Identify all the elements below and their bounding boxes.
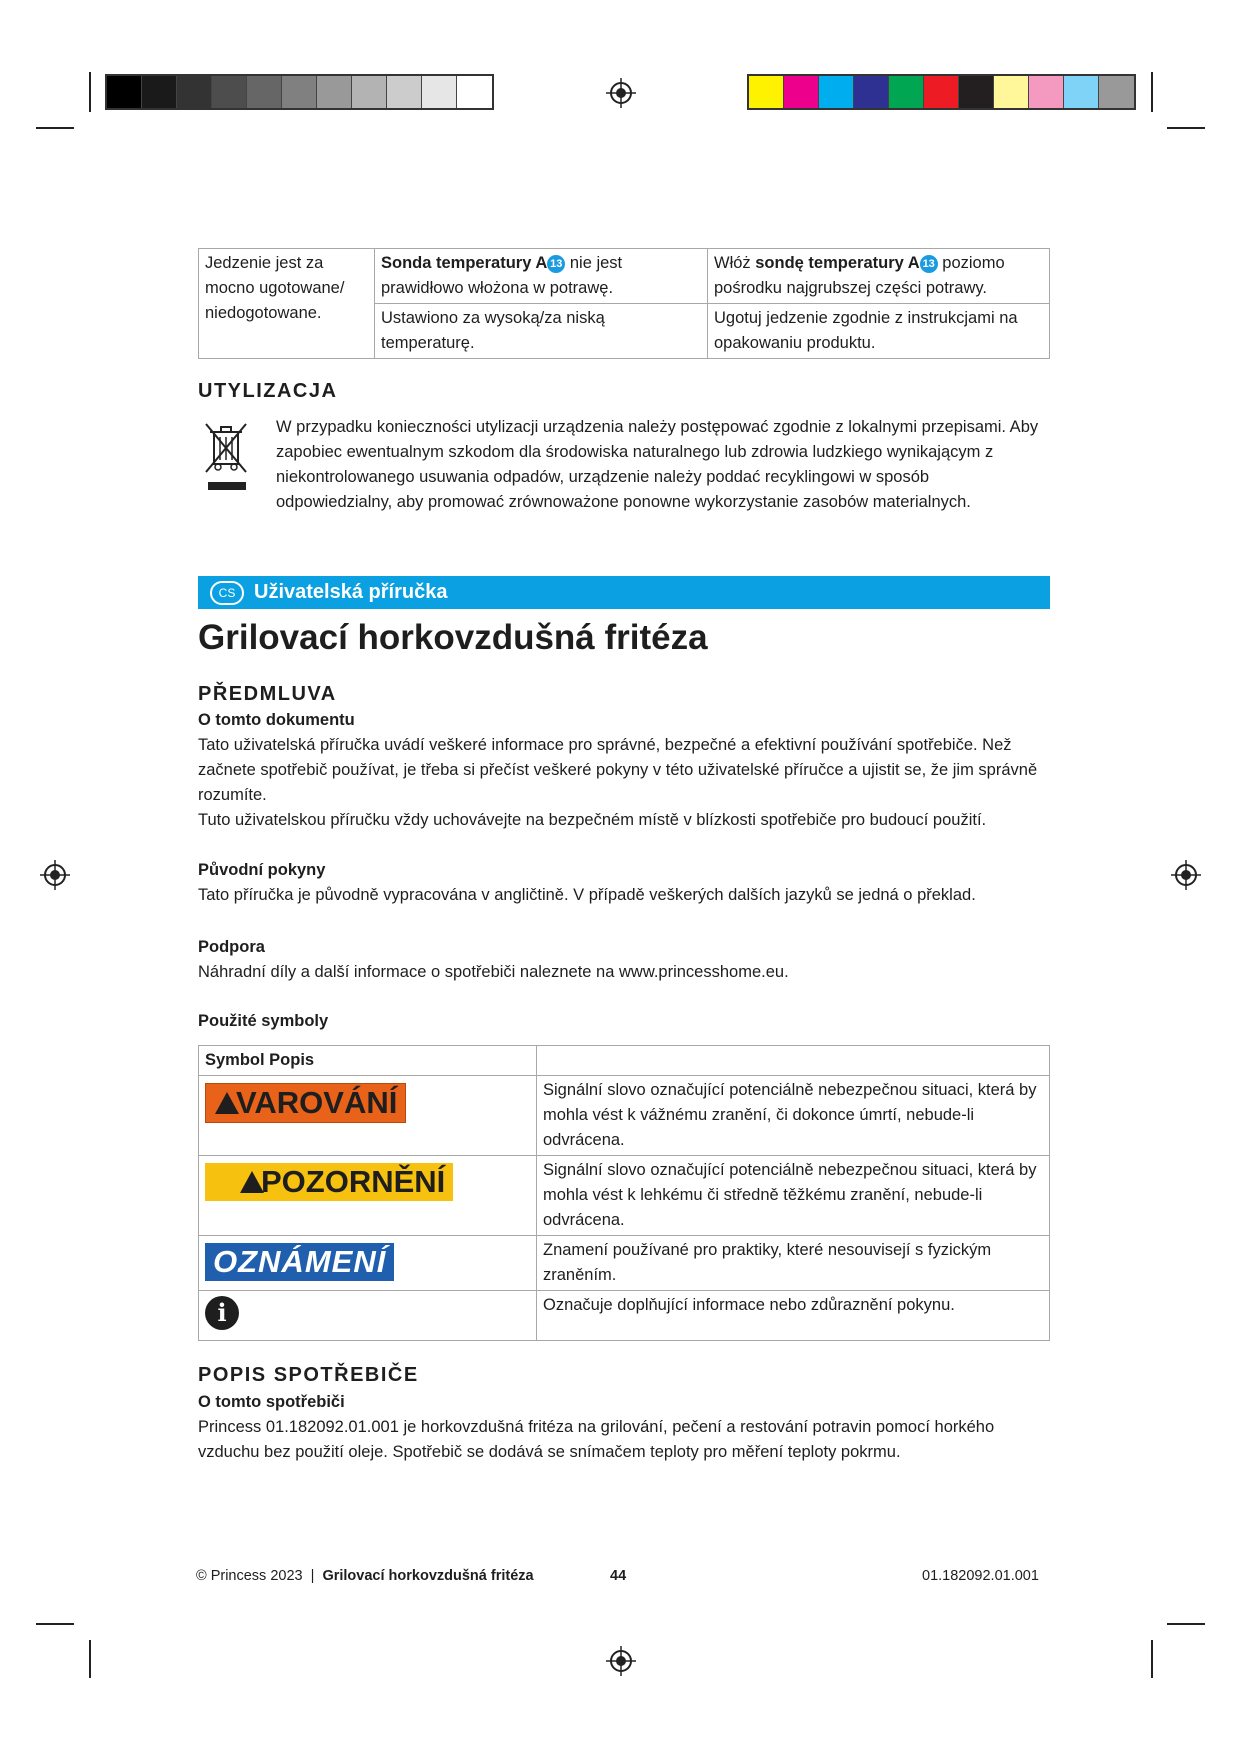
paragraph: Tato příručka je původně vypracována v angličtině. V případě veškerých dalších jazyků se jedná o překlad.	[198, 886, 976, 904]
color-swatch	[889, 76, 924, 108]
table-cell	[375, 304, 708, 359]
color-swatch	[352, 76, 387, 108]
table-cell	[708, 249, 1050, 304]
table-cell	[199, 1291, 537, 1341]
color-swatch	[784, 76, 819, 108]
table-cell: Signální slovo označující potenciálně nebezpečnou situaci, která by mohla vést k vážnému zranění, či dokonce úmrtí, nebude-li odvrácena.	[537, 1076, 1050, 1156]
table-cell	[199, 1156, 537, 1236]
crop-mark	[89, 72, 91, 112]
crop-mark	[36, 127, 74, 129]
section-heading-predmluva: PŘEDMLUVA	[198, 683, 337, 705]
solution-text: poziomo pośrodku najgrubszej części potrawy.	[714, 254, 1005, 297]
table-cell	[199, 249, 375, 359]
weee-bin-icon	[202, 420, 252, 492]
registration-mark-icon	[606, 1646, 636, 1676]
footer-separator: |	[310, 1568, 315, 1584]
crop-mark	[36, 1623, 74, 1625]
cause-bold: Sonda temperatury A	[381, 254, 548, 272]
color-swatch	[107, 76, 142, 108]
footer-product: Grilovací horkovzdušná fritéza	[322, 1568, 534, 1584]
crop-mark	[89, 1640, 91, 1678]
page-number: 44	[610, 1568, 627, 1584]
cause-text: nie jest prawidłowo włożona w potrawę.	[381, 254, 623, 297]
table-cell	[375, 249, 708, 304]
color-swatch	[177, 76, 212, 108]
caution-signal-label	[205, 1163, 453, 1201]
gray-color-bar	[105, 74, 494, 110]
crop-mark	[1167, 127, 1205, 129]
table-header-cell	[537, 1046, 1050, 1076]
color-swatch	[142, 76, 177, 108]
color-swatch	[247, 76, 282, 108]
color-swatch	[457, 76, 492, 108]
table-row	[199, 249, 1050, 304]
footer-left	[196, 1568, 534, 1584]
color-swatch	[282, 76, 317, 108]
table-row	[199, 1076, 1050, 1156]
subheading: Podpora	[198, 938, 265, 956]
table-row	[199, 1046, 1050, 1076]
table-header-cell: Symbol Popis	[199, 1046, 537, 1076]
solution-text: Ugotuj jedzenie zgodnie z instrukcjami na opakowaniu produktu.	[714, 309, 1018, 352]
table-cell	[708, 304, 1050, 359]
section-bar-label: Uživatelská příručka	[254, 581, 448, 603]
language-section-bar	[198, 576, 1050, 609]
problem-text: Jedzenie jest za mocno ugotowane/ niedogotowane.	[205, 254, 345, 322]
cmyk-color-bar	[747, 74, 1136, 110]
table-cell	[199, 1076, 537, 1156]
section-heading-popis: POPIS SPOTŘEBIČE	[198, 1364, 419, 1386]
color-swatch	[387, 76, 422, 108]
table-row	[199, 1236, 1050, 1291]
notice-signal-label: OZNÁMENÍ	[205, 1243, 394, 1281]
table-row	[199, 1291, 1050, 1341]
color-swatch	[819, 76, 854, 108]
registration-mark-icon	[1171, 860, 1201, 890]
table-cell: Označuje doplňující informace nebo zdůraznění pokynu.	[537, 1291, 1050, 1341]
subheading: O tomto dokumentu	[198, 711, 355, 729]
color-swatch	[1029, 76, 1064, 108]
document-title: Grilovací horkovzdušná fritéza	[198, 618, 708, 657]
color-swatch	[959, 76, 994, 108]
color-swatch	[994, 76, 1029, 108]
subheading: O tomto spotřebiči	[198, 1393, 345, 1411]
paragraph: Náhradní díly a další informace o spotřebiči naleznete na www.princesshome.eu.	[198, 963, 789, 981]
footer-copyright: © Princess 2023	[196, 1568, 303, 1584]
color-swatch	[212, 76, 247, 108]
color-swatch	[854, 76, 889, 108]
caution-label-text: POZORNĚNÍ	[261, 1164, 446, 1199]
crop-mark	[1151, 72, 1153, 112]
color-swatch	[317, 76, 352, 108]
solution-text: Włóż	[714, 254, 756, 272]
language-badge: CS	[210, 581, 244, 605]
solution-bold: sondę temperatury A	[755, 254, 920, 272]
paragraph: Tuto uživatelskou příručku vždy uchovávejte na bezpečném místě v blízkosti spotřebiče pro budoucí použití.	[198, 811, 987, 829]
footer-product-code: 01.182092.01.001	[922, 1568, 1039, 1584]
paragraph: Princess 01.182092.01.001 je horkovzdušná fritéza na grilování, pečení a restování potravin pomocí horkého vzduchu bez použití oleje. Spotřebič se dodává se snímačem teploty pro měření teploty pokrmu.	[198, 1418, 995, 1461]
subheading: Původní pokyny	[198, 861, 326, 879]
color-swatch	[1099, 76, 1134, 108]
table-cell: Znamení používané pro praktiky, které nesouvisejí s fyzickým zraněním.	[537, 1236, 1050, 1291]
crop-mark	[1167, 1623, 1205, 1625]
crop-mark	[1151, 1640, 1153, 1678]
color-swatch	[924, 76, 959, 108]
registration-mark-icon	[40, 860, 70, 890]
subheading: Použité symboly	[198, 1012, 329, 1030]
table-row	[199, 1156, 1050, 1236]
table-cell: Signální slovo označující potenciálně nebezpečnou situaci, která by mohla vést k lehkému či středně těžkému zranění, nebude-li odvrácena.	[537, 1156, 1050, 1236]
table-cell	[199, 1236, 537, 1291]
cause-text: Ustawiono za wysoką/za niską temperaturę.	[381, 309, 605, 352]
color-swatch	[749, 76, 784, 108]
warning-label-text: VAROVÁNÍ	[236, 1085, 398, 1120]
section-heading-utylizacja: UTYLIZACJA	[198, 380, 338, 402]
registration-mark-icon	[606, 78, 636, 108]
symbols-table	[198, 1045, 1050, 1341]
part-number-badge: 13	[547, 255, 565, 273]
part-number-badge: 13	[920, 255, 938, 273]
paragraph: Tato uživatelská příručka uvádí veškeré informace pro správné, bezpečné a efektivní používání spotřebiče. Než začnete spotřebič používat, je třeba si přečíst veškeré pokyny v této uživatelské příručce a ujistit se, že jim správně rozumíte.	[198, 736, 1038, 804]
warning-signal-label	[205, 1083, 406, 1123]
info-icon: i	[205, 1296, 239, 1330]
color-swatch	[422, 76, 457, 108]
troubleshooting-table	[198, 248, 1050, 359]
disposal-text: W przypadku konieczności utylizacji urządzenia należy postępować zgodnie z lokalnymi przepisami. Aby zapobiec ewentualnym szkodom dla środowiska naturalnego lub zdrowia ludzkiego wynikającym z niekontrolowanego usuwania odpadów, urządzenie należy poddać recyklingowi w sposób odpowiedzialny, aby promować zrównoważone ponowne wykorzystanie zasobów materialnych.	[276, 418, 1039, 511]
color-swatch	[1064, 76, 1099, 108]
